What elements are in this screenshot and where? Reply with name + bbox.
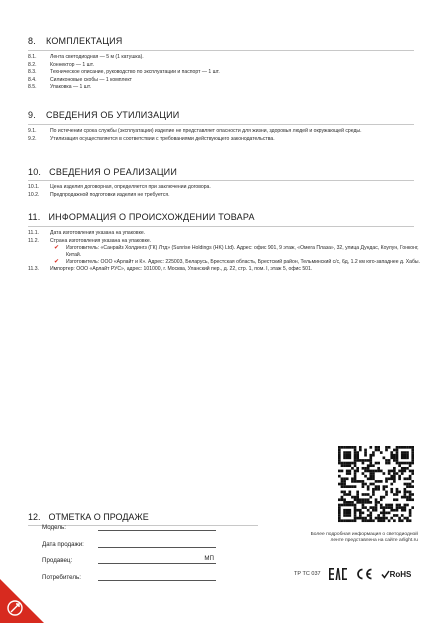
buyer-label: Потребитель:	[42, 574, 81, 581]
list-item: 11.3. Импортер: ООО «Арлайт РУС», адрес: 101000, г. Москва, Уланский пер., д. 22, стр. 1, пом. I, этаж 5, офис 501.	[28, 265, 313, 272]
section-11-divider	[28, 226, 414, 227]
section-9-divider	[28, 124, 414, 125]
section-8-list	[28, 54, 420, 92]
model-field	[42, 524, 216, 531]
list-item: 8.5. Упаковка — 1 шт.	[28, 84, 92, 91]
list-item: 11.1. Дата изготовления указана на упаковке.	[28, 230, 146, 236]
ce-mark-icon	[355, 568, 373, 580]
section-11-number: 11.	[28, 212, 41, 222]
section-10-title	[28, 167, 420, 177]
list-item: 8.3. Техническое описание, руководство по эксплуатации и паспорт — 1 шт.	[28, 69, 220, 76]
buyer-line	[98, 574, 216, 581]
section-9-heading: СВЕДЕНИЯ ОБ УТИЛИЗАЦИИ	[46, 110, 180, 120]
rohs-mark-icon: RoHS	[381, 570, 412, 579]
section-8-heading: КОМПЛЕКТАЦИЯ	[46, 36, 123, 46]
brand-corner-icon	[0, 571, 52, 623]
section-9	[28, 110, 420, 120]
section-9-list	[28, 128, 420, 143]
list-item: 10.1. Цена изделия договорная, определяется при заключении договора.	[28, 184, 211, 190]
manufacturer-1: ✔ Изготовитель: «Санрайз Холдингз (ГК) Лтд» (Sunrise Holdings (HK) Ltd). Адрес: офис 901, 9 этаж, «Омега Плаза», 32, улица Дундас, Коулун, Гонконг, Китай.	[54, 245, 419, 258]
list-item: 10.2. Предпродажной подготовки изделия не требуется.	[28, 191, 170, 198]
section-9-title	[28, 110, 420, 120]
section-11	[28, 212, 420, 222]
section-10	[28, 167, 420, 177]
list-item: 8.2. Коннектор — 1 шт.	[28, 61, 94, 68]
section-8-number: 8.	[28, 36, 36, 46]
check-icon: ✔	[54, 258, 60, 265]
list-item: 9.1. По истечении срока службы (эксплуатации) изделие не представляет опасности для жизни, здоровья людей и окружающей среды.	[28, 128, 362, 134]
buyer-field	[42, 574, 216, 581]
manufacturer-2: ✔ Изготовитель: ООО «Арлайт и К». Адрес: 225003, Беларусь, Брестская область, Брестский район, Тельминский с/с, 6д, 1.2 км юго-западнее д. Хабы.	[54, 258, 420, 265]
model-label: Модель:	[42, 524, 66, 531]
section-12-title	[28, 512, 149, 522]
section-12-number: 12.	[28, 512, 41, 522]
section-10-list	[28, 184, 420, 199]
section-9-number: 9.	[28, 110, 36, 120]
list-item: 8.4. Силиконовые скобы — 1 комплект	[28, 76, 132, 83]
section-10-number: 10.	[28, 167, 42, 177]
model-line	[98, 524, 216, 531]
qr-code	[338, 446, 414, 526]
section-8	[28, 36, 420, 46]
section-8-divider	[28, 50, 414, 51]
tr-ts-label: ТР ТС 037	[294, 571, 321, 577]
check-icon: ✔	[54, 245, 60, 252]
qr-code-icon	[338, 446, 414, 526]
section-10-divider	[28, 180, 414, 181]
sale-date-line	[98, 541, 216, 548]
section-10-heading: СВЕДЕНИЯ О РЕАЛИЗАЦИИ	[49, 167, 178, 177]
more-info-text: Более подробная информация о светодиодной ленте представлена на сайте arlight.ru	[310, 532, 418, 544]
section-11-title	[28, 212, 420, 222]
sale-date-field	[42, 541, 216, 548]
section-11-heading: ИНФОРМАЦИЯ О ПРОИСХОЖДЕНИИ ТОВАРА	[48, 212, 255, 222]
seller-label: Продавец:	[42, 557, 73, 564]
seller-line	[98, 557, 216, 564]
section-11-list	[28, 230, 420, 273]
seller-field	[42, 557, 216, 564]
eac-mark-icon	[329, 568, 347, 580]
stamp-mark: МП	[204, 555, 214, 562]
list-item: 9.2. Утилизация осуществляется в соответствии с требованиями действующего законодательства.	[28, 135, 275, 142]
list-item: 8.1. Лента светодиодная — 5 м (1 катушка).	[28, 54, 144, 60]
section-8-title	[28, 36, 420, 46]
list-item: 11.2. Страна изготовления указана на упаковке.	[28, 237, 152, 244]
section-12-heading: ОТМЕТКА О ПРОДАЖЕ	[48, 512, 149, 522]
sale-date-label: Дата продажи:	[42, 541, 84, 548]
certification-marks	[294, 568, 411, 580]
